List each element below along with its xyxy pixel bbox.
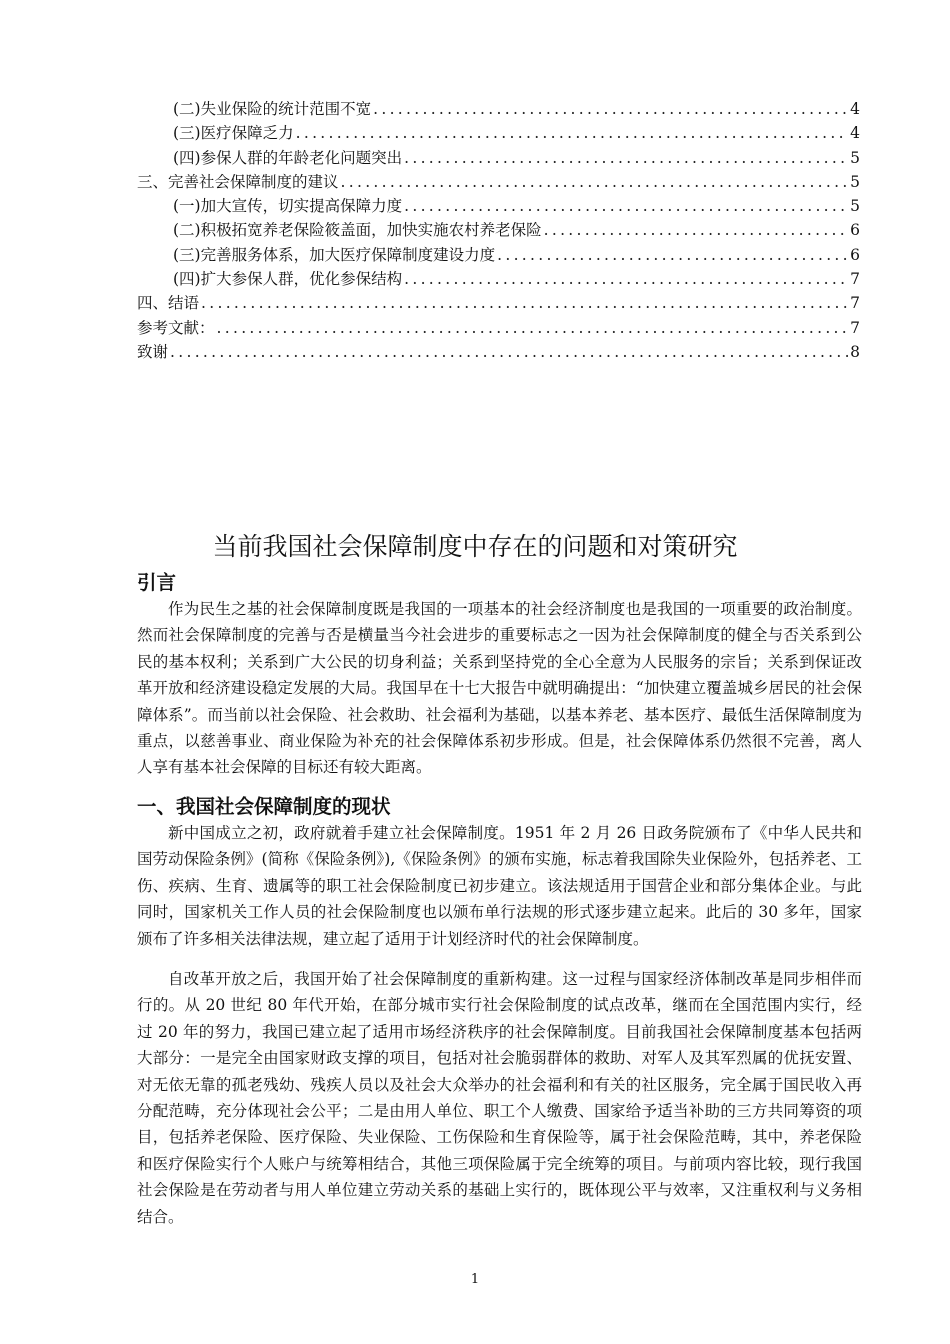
toc-entry-page: 5 bbox=[850, 148, 860, 167]
toc-entry-label: (二)积极拓宽养老保险筱盖面，加快实施农村养老保险 bbox=[173, 221, 542, 240]
toc-entry-label: 四、结语 bbox=[137, 294, 200, 313]
toc-entry-label: (一)加大宣传，切实提高保障力度 bbox=[173, 197, 403, 216]
toc-entry-page: 7 bbox=[850, 270, 860, 289]
section-heading-intro: 引言 bbox=[137, 571, 177, 594]
toc-leader-dots bbox=[495, 243, 848, 267]
toc-leader-dots bbox=[339, 170, 849, 194]
toc-entry-label: (四)参保人群的年龄老化问题突出 bbox=[173, 148, 403, 167]
toc-entry-label: 参考文献： bbox=[137, 318, 215, 337]
toc-entry-label: 致谢 bbox=[137, 342, 169, 361]
toc-entry[interactable] bbox=[137, 170, 860, 194]
toc-leader-dots bbox=[371, 97, 848, 121]
toc-entry-page: 6 bbox=[850, 221, 860, 240]
toc-entry[interactable] bbox=[137, 121, 860, 145]
toc-leader-dots bbox=[402, 267, 848, 291]
toc-leader-dots bbox=[294, 121, 849, 145]
toc-entry-page: 4 bbox=[850, 124, 860, 143]
toc-entry[interactable] bbox=[137, 194, 860, 218]
toc-entry-page: 5 bbox=[850, 172, 860, 191]
toc-entry[interactable] bbox=[137, 316, 860, 340]
toc-entry-page: 7 bbox=[850, 318, 860, 337]
toc-entry-label: (四)扩大参保人群，优化参保结构 bbox=[173, 270, 403, 289]
toc-entry-label: (二)失业保险的统计范围不宽 bbox=[173, 100, 372, 118]
intro-paragraph: 作为民生之基的社会保障制度既是我国的一项基本的社会经济制度也是我国的一项重要的政治制度。然而社会保障制度的完善与否是横量当今社会进步的重要标志之一因为社会保障制度的健全与否关系到公民的基本权利；关系到广大公民的切身利益；关系到坚持党的全心全意为人民服务的宗旨；关系到保证改革开放和经济建设稳定发展的大局。我国早在十七大报告中就明确提出：“加快建立覆盖城乡居民的社会保障体系”。而当前以社会保险、社会救助、社会福利为基础，以基本养老、基本医疗、最低生活保障制度为重点，以慈善事业、商业保险为补充的社会保障体系初步形成。但是，社会保障体系仍然很不完善，离人人享有基本社会保障的目标还有较大距离。 bbox=[137, 600, 862, 777]
table-of-contents bbox=[137, 97, 860, 364]
toc-entry[interactable] bbox=[137, 243, 860, 267]
toc-entry-page: 8 bbox=[850, 342, 860, 361]
toc-leader-dots bbox=[402, 194, 848, 218]
toc-entry-label: (三)完善服务体系，加大医疗保障制度建设力度 bbox=[173, 245, 496, 264]
toc-leader-dots bbox=[402, 146, 848, 170]
toc-entry-page: 6 bbox=[850, 245, 860, 264]
toc-entry[interactable] bbox=[137, 97, 860, 121]
toc-entry-page: 7 bbox=[850, 294, 860, 313]
toc-entry[interactable] bbox=[137, 146, 860, 170]
toc-entry-label: 三、完善社会保障制度的建议 bbox=[137, 172, 339, 191]
toc-entry[interactable] bbox=[137, 291, 860, 315]
toc-entry-label: (三)医疗保障乏力 bbox=[173, 124, 294, 143]
toc-entry-page: 5 bbox=[850, 197, 860, 216]
toc-leader-dots bbox=[542, 218, 849, 242]
document-title: 当前我国社会保障制度中存在的问题和对策研究 bbox=[212, 532, 738, 561]
toc-leader-dots bbox=[215, 316, 849, 340]
toc-entry-page: 4 bbox=[850, 100, 860, 118]
body-paragraph: 新中国成立之初，政府就着手建立社会保障制度。1951 年 2 月 26 日政务院颁布了《中华人民共和国劳动保险条例》(简称《保险条例》),《保险条例》的颁布实施，标志着我国除失业保险外，包括养老、工伤、疾病、生育、遗属等的职工社会保险制度已初步建立。该法规适用于国营企业和部分集体企业。与此同时，国家机关工作人员的社会保险制度也以颁布单行法规的形式逐步建立起来。此后的 30 多年，国家颁布了许多相关法律法规，建立起了适用于计划经济时代的社会保障制度。 bbox=[137, 824, 862, 948]
toc-leader-dots bbox=[168, 340, 848, 364]
toc-entry[interactable] bbox=[137, 340, 860, 364]
body-paragraph: 自改革开放之后，我国开始了社会保障制度的重新构建。这一过程与国家经济体制改革是同步相伴而行的。从 20 世纪 80 年代开始，在部分城市实行社会保险制度的试点改革，继而在全国范围内实行，经过 20 年的努力，我国已建立起了适用市场经济秩序的社会保障制度。目前我国社会保障制度基本包括两大部分：一是完全由国家财政支撑的项目，包括对社会脆弱群体的救助、对军人及其军烈属的优抚安置、对无依无靠的孤老残幼、残疾人员以及社会大众举办的社会福利和有关的社区服务，完全属于国民收入再分配范畴，充分体现社会公平；二是由用人单位、职工个人缴费、国家给予适当补助的三方共同筹资的项目，包括养老保险、医疗保险、失业保险、工伤保险和生育保险等，属于社会保险范畴，其中，养老保险和医疗保险实行个人账户与统筹相结合，其他三项保险属于完全统筹的项目。与前项内容比较，现行我国社会保险是在劳动者与用人单位建立劳动关系的基础上实行的，既体现公平与效率，又注重权利与义务相结合。 bbox=[137, 970, 862, 1226]
page-number: 1 bbox=[470, 1272, 480, 1287]
toc-leader-dots bbox=[199, 291, 848, 315]
toc-entry[interactable] bbox=[137, 267, 860, 291]
toc-entry[interactable] bbox=[137, 218, 860, 242]
section-heading-current-status: 一、我国社会保障制度的现状 bbox=[137, 795, 391, 818]
